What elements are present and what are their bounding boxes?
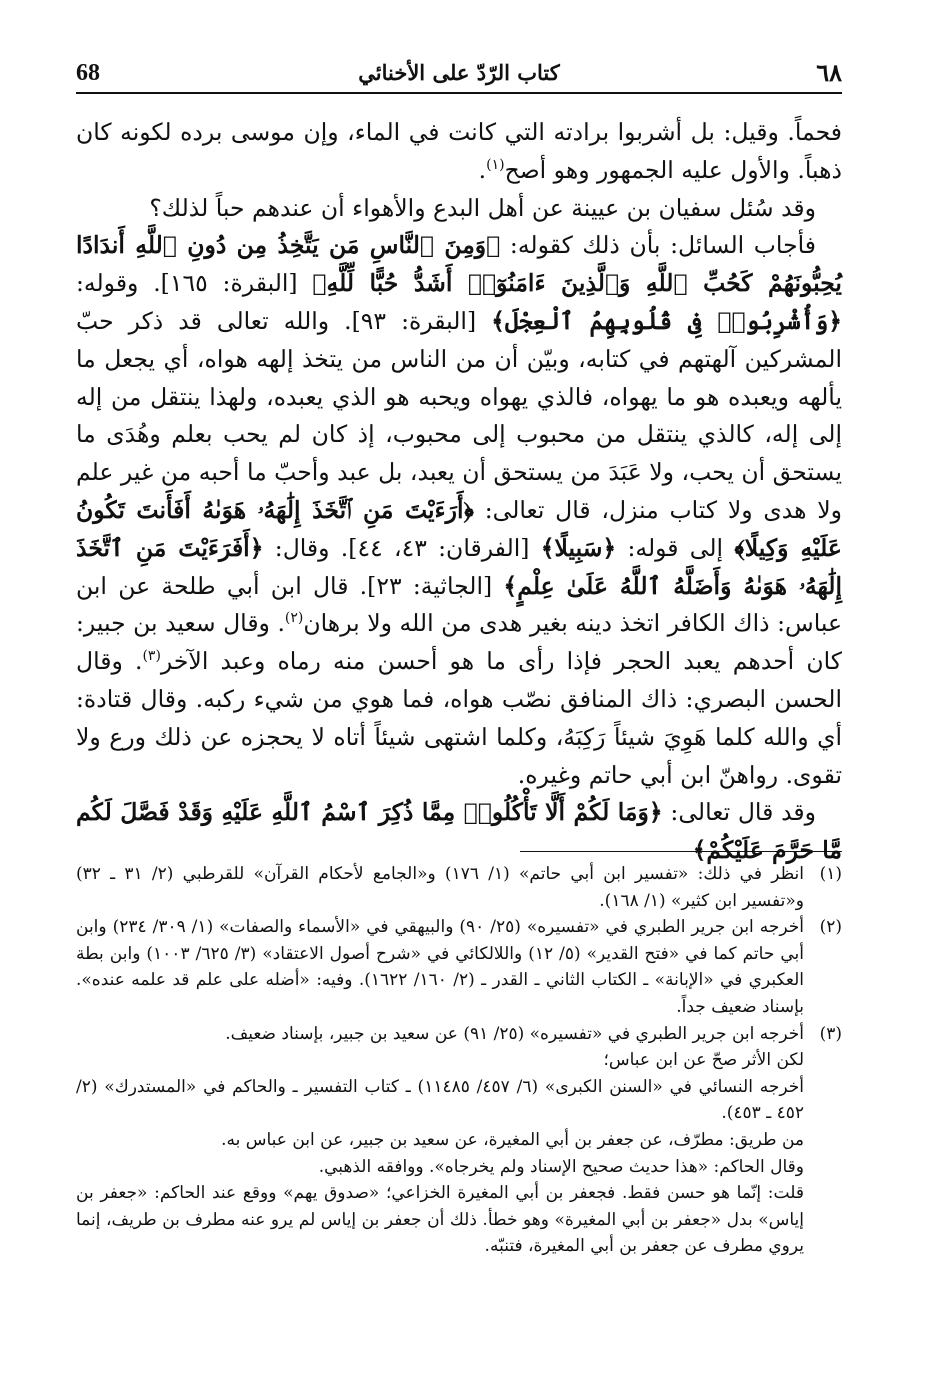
text-run: [الفرقان: ٤٣، ٤٤]. وقال: [274,533,530,562]
page-number-arabic: ٦٨ [816,58,842,87]
footnote-text [76,1021,804,1127]
footnote-2 [76,914,842,1020]
text-run: وقد قال تعالى: [670,798,816,827]
footnote-ref-2[interactable]: (٢) [284,610,304,627]
paragraph-3 [76,227,842,794]
footnotes [76,861,842,1260]
paragraph-1 [76,114,842,190]
quran-verse: ﴿سَبِيلًا﴾ [540,533,617,562]
text-run: . وقال سعيد بن جبير: كان أحدهم يعبد الحجر فإذا رأى ما هو أحسن منه رماه وعبد الآخر [76,609,842,676]
footnote-number: (٢) [819,917,842,938]
header-rule [76,92,842,94]
footnote-ref-3[interactable]: (٣) [142,648,161,665]
footnote-text: انظر في ذلك: «تفسير ابن أبي حاتم» (١/ ١٧٦) و«الجامع لأحكام القرآن» للقرطبي (٢/ ٣١ ـ ٣٢) و«تفسير ابن كثير» (١/ ١٦٨). [76,864,804,911]
paragraph-2: وقد سُئل سفيان بن عيينة عن أهل البدع والأهواء أن عندهم حباً لذلك؟ [149,193,816,222]
quran-verse: ﴿وَمَا لَكُمْ أَلَّا تَأْكُلُوا۟ مِمَّا ذُكِرَ ٱسْمُ ٱللَّهِ عَلَيْهِ وَقَدْ فَصَّلَ لَكُم مَّا حَرَّمَ عَلَيْكُمْ﴾ [76,798,842,865]
text-run: فحماً. وقيل: بل أشربوا برادته التي كانت في الماء، وإن موسى برده لكونه كان ذهباً. والأول عليه الجمهور وهو أصح [76,118,842,184]
running-title: كتاب الرّدّ على الأخنائي [358,60,560,85]
footnote-1 [76,861,842,914]
text-run: . وقال الحسن البصري: ذاك المنافق نصّب هواه، فما هوي من شيء ركبه. وقال قتادة: أي والله كلما هَوِيَ شيئاً رَكِبَهُ، وكلما اشتهى شيئاً أتاه لا يحجزه عن ذلك ورع ولا تقوى. رواهنّ ابن أبي حاتم وغيره. [76,647,842,789]
quran-verse: ﴿وَمِنَ ٱلنَّاسِ مَن يَتَّخِذُ مِن دُونِ ٱللَّهِ أَندَادًا يُحِبُّونَهُمْ كَحُبِّ ٱللَّهِ وَٱلَّذِينَ ءَامَنُوٓا۟ أَشَدُّ حُبًّا لِّلَّهِ﴾ [76,231,842,298]
footnote-line: أخرجه ابن جرير الطبري في «تفسيره» (٢٥/ ٩١) عن سعيد بن جبير، بإسناد ضعيف. [225,1023,804,1044]
quran-verse: ﴿وَأُشْرِبُوا۟ فِى قُلُوبِهِمُ ٱلْعِجْلَ﴾ [491,306,842,335]
text-run: . [478,155,487,184]
text-run: [البقرة: ٩٣]. والله تعالى قد ذكر حبّ المشركين آلهتهم في كتابه، وبيّن أن من الناس من يتخذ إلهه هواه، أي يجعل ما يألهه ويعبده هو ما يهواه، فالذي يهواه ويحبه هو الذي يعبده، ولهذا ينتقل من إله إلى إله، كالذي ينتقل من محبوب إلى محبوب، إذ كان لم يحب بعلم وهُدَى ما يستحق أن يحب، ولا عَبَدَ من يستحق أن يعبد، بل عبد وأحبّ ما أحبه من غير علم ولا هدى ولا كتاب منزل، قال تعالى: [76,306,842,524]
footnote-text: أخرجه ابن جرير الطبري في «تفسيره» (٢٥/ ٩٠) والبيهقي في «الأسماء والصفات» (١/ ٣٠٩/ ٢٣٤) وابن أبي حاتم كما في «فتح القدير» (٥/ ١٢) واللالكائي في «شرح أصول الاعتقاد» (٣/ ٦٢٥/ ١٠٠٣) وابن بطة العكبري في «الإبانة» ـ الكتاب الثاني ـ القدر ـ (٢/ ١٦٠/ ١٦٢٢). وفيه: «أضله على علم قد علمه عنده». بإسناد ضعيف جداً. [76,917,804,1017]
book-page [76,56,842,1346]
quran-verse: ﴿أَفَرَءَيْتَ مَنِ ٱتَّخَذَ إِلَٰهَهُۥ هَوَىٰهُ وَأَضَلَّهُ ٱللَّهُ عَلَىٰ عِلْمٍ﴾ [76,533,842,600]
verse-reference: [البقرة: ١٦٥]. وقوله: [76,269,298,298]
page-header [76,56,842,96]
paragraph-4 [76,794,842,870]
main-text [76,114,842,870]
page-number-latin: 68 [76,60,100,86]
footnote-line: قلت: إنّما هو حسن فقط. فجعفر بن أبي المغيرة الخزاعي؛ «صدوق يهم» ووقع عند الحاكم: «جعفر بن إياس» بدل «جعفر بن أبي المغيرة» وهو خطأ. ذلك أن جعفر بن إياس لم يرو عنه مطرف بن طريف، إنما يروي مطرف عن جعفر بن أبي المغيرة، فتنبّه. [76,1183,804,1257]
footnote-number: (٣) [819,1023,842,1044]
footnote-ref-1[interactable]: (١) [486,156,505,173]
text-run: [الجاثية: ٢٣]. قال ابن أبي طلحة عن ابن عباس: ذاك الكافر اتخذ دينه بغير هدى من الله ولا برهان [76,571,842,638]
footnote-line: وقال الحاكم: «هذا حديث صحيح الإسناد ولم يخرجاه». ووافقه الذهبي. [318,1156,804,1177]
quran-verse: ﴿أَرَءَيْتَ مَنِ ٱتَّخَذَ إِلَٰهَهُۥ هَوَىٰهُ أَفَأَنتَ تَكُونُ عَلَيْهِ وَكِيلًا﴾ [76,495,842,562]
footnote-line: أخرجه النسائي في «السنن الكبرى» (٦/ ٤٥٧/ ١١٤٨٥) ـ كتاب التفسير ـ والحاكم في «المستدرك» (٢/ ٤٥٢ ـ ٤٥٣). [76,1076,804,1124]
text-run: فأجاب السائل: بأن ذلك كقوله: [509,231,816,260]
footnote-3 [76,1021,842,1127]
footnote-line: لكن الأثر صحّ عن ابن عباس؛ [603,1050,804,1071]
footnote-number: (١) [819,864,842,884]
footnote-3-continuation [76,1127,804,1260]
footnote-line: من طريق: مطرّف، عن جعفر بن أبي المغيرة، عن سعيد بن جبير، عن ابن عباس به. [221,1129,804,1150]
text-run: إلى قوله: [627,533,724,562]
footnote-separator [520,851,842,852]
